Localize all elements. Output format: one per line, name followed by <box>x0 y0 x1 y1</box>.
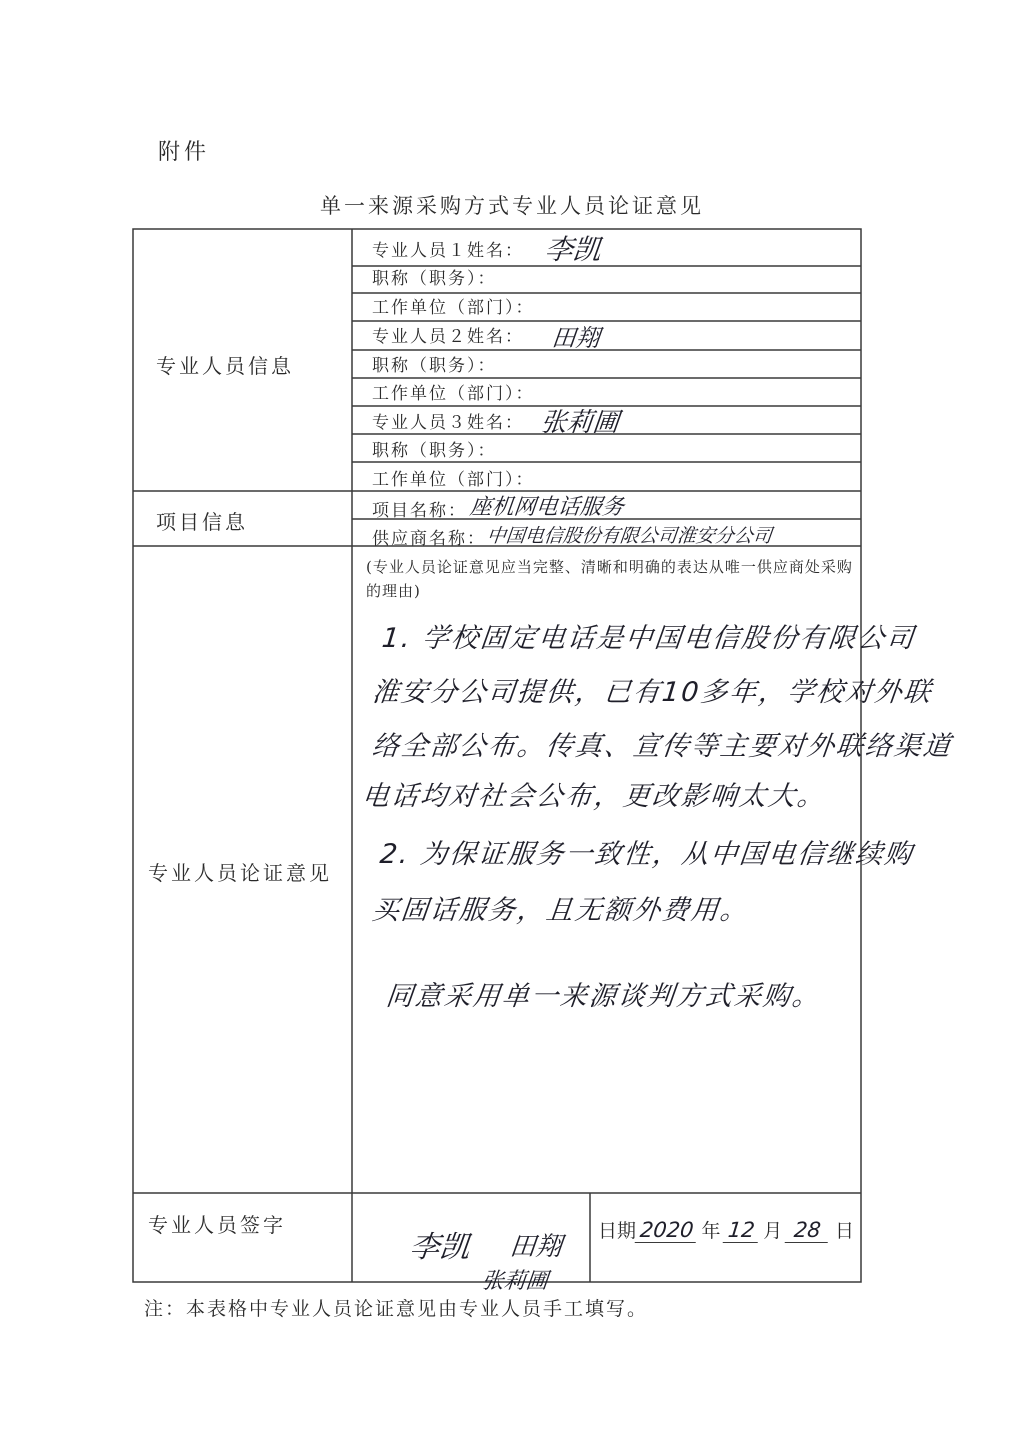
signer-3: 张莉圃 <box>480 1269 550 1294</box>
footnote: 注：本表格中专业人员论证意见由专业人员手工填写。 <box>144 1298 649 1320</box>
opinion-line-4: 电话均对社会公布，更改影响太大。 <box>360 781 828 812</box>
opinion-line-6: 买固话服务，且无额外费用。 <box>370 895 751 926</box>
signer-1: 李凯 <box>407 1230 472 1265</box>
attachment-label: 附件 <box>158 140 211 165</box>
personnel3-title-label: 职称（职务）： <box>372 441 497 461</box>
personnel1-name-value: 李凯 <box>543 233 603 266</box>
opinion-line-7: 同意采用单一来源谈判方式采购。 <box>384 981 823 1012</box>
personnel1-unit-label: 工作单位（部门）： <box>372 298 535 318</box>
personnel3-name-value: 张莉圃 <box>539 408 621 438</box>
personnel1-title-label: 职称（职务）： <box>372 269 497 289</box>
document-title: 单一来源采购方式专业人员论证意见 <box>320 194 704 218</box>
project-name-value: 座机网电话服务 <box>468 495 626 520</box>
date-year-unit: 年 <box>701 1220 721 1242</box>
opinion-line-1: 1. 学校固定电话是中国电信股份有限公司 <box>380 623 918 654</box>
personnel3-name-label: 专业人员３姓名： <box>372 413 524 433</box>
supplier-name-label: 供应商名称： <box>372 529 486 549</box>
opinion-section-label: 专业人员论证意见 <box>148 861 332 885</box>
personnel2-name-label: 专业人员２姓名： <box>372 327 524 347</box>
personnel3-unit-label: 工作单位（部门）： <box>372 470 535 490</box>
signature-section-label: 专业人员签字 <box>148 1213 286 1237</box>
supplier-name-value: 中国电信股份有限公司淮安分公司 <box>485 525 774 547</box>
opinion-instruction: (专业人员论证意见应当完整、清晰和明确的表达从唯一供应商处采购的理由) <box>366 558 853 600</box>
opinion-line-3: 络全部公布。传真、宣传等主要对外联络渠道 <box>370 731 954 762</box>
date-month: 12 <box>723 1218 760 1243</box>
opinion-line-2: 淮安分公司提供，已有10多年，学校对外联 <box>370 677 935 708</box>
personnel2-unit-label: 工作单位（部门）： <box>372 384 535 404</box>
personnel2-title-label: 职称（职务）： <box>372 356 497 376</box>
signature-date <box>598 1216 854 1243</box>
personnel2-name-value: 田翔 <box>550 324 602 352</box>
project-name-label: 项目名称： <box>372 501 467 521</box>
personnel-section-label: 专业人员信息 <box>156 354 294 378</box>
date-day-unit: 日 <box>834 1220 854 1242</box>
date-day: 28 <box>785 1218 830 1243</box>
personnel1-name-label: 专业人员１姓名： <box>372 241 524 261</box>
opinion-line-5: 2. 为保证服务一致性，从中国电信继续购 <box>378 839 916 870</box>
signer-2: 田翔 <box>508 1232 564 1262</box>
project-section-label: 项目信息 <box>156 510 248 534</box>
date-year: 2020 <box>635 1218 699 1243</box>
date-month-unit: 月 <box>763 1220 783 1242</box>
date-label: 日期 <box>598 1220 637 1242</box>
